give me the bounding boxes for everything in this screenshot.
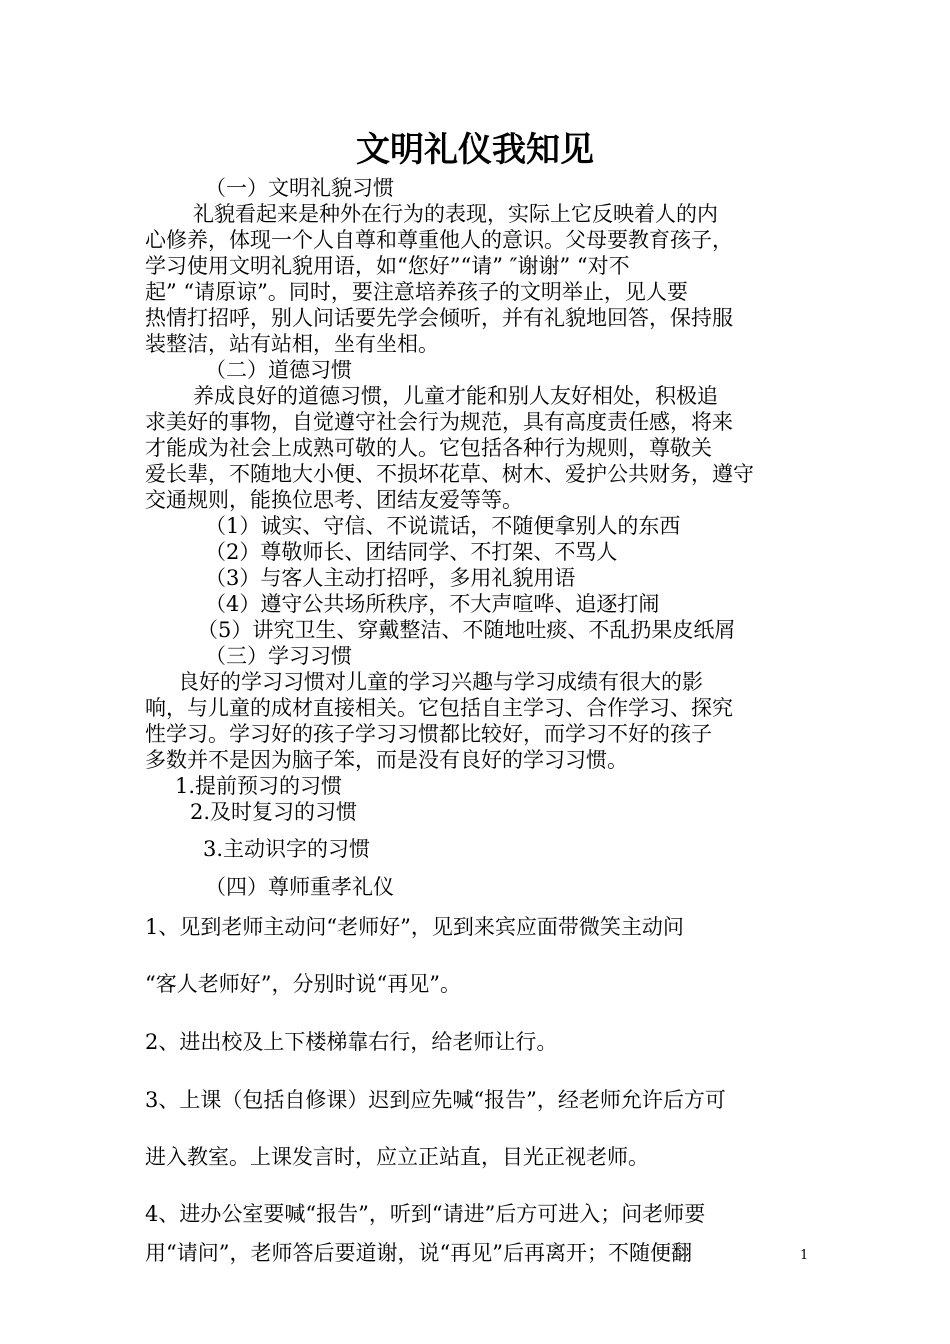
paragraph-line: 2、进出校及上下楼梯靠右行，给老师让行。 (145, 1030, 558, 1054)
paragraph-line: 多数并不是因为脑子笨，而是没有良好的学习习惯。 (145, 748, 628, 772)
paragraph-line: 用“请问”，老师答后要道谢，说“再见”后再离开；不随便翻 (145, 1241, 692, 1265)
paragraph-line: 装整洁，站有站相，坐有坐相。 (145, 332, 439, 356)
list-item: （1）诚实、守信、不说谎话，不随便拿别人的东西 (205, 514, 681, 538)
section-heading-3: （三）学习习惯 (205, 644, 352, 668)
paragraph-line: 心修养，体现一个人自尊和尊重他人的意识。父母要教育孩子， (145, 228, 733, 252)
list-item: 3.主动识字的习惯 (203, 837, 371, 861)
paragraph-line: 1、见到老师主动问“老师好”，见到来宾应面带微笑主动问 (145, 915, 684, 939)
paragraph-line: 4、进办公室要喊“报告”，听到“请进”后方可进入；问老师要 (145, 1202, 706, 1226)
paragraph-line: 性学习。学习好的孩子学习习惯都比较好，而学习不好的孩子 (145, 722, 712, 746)
page-number: 1 (800, 1248, 809, 1263)
paragraph-line: 交通规则，能换位思考、团结友爱等等。 (145, 488, 523, 512)
paragraph-line: 才能成为社会上成熟可敬的人。它包括各种行为规则，尊敬关 (145, 436, 712, 460)
section-heading-1: （一）文明礼貌习惯 (205, 176, 394, 200)
paragraph-line: 求美好的事物，自觉遵守社会行为规范，具有高度责任感，将来 (145, 410, 733, 434)
section-heading-2: （二）道德习惯 (205, 358, 352, 382)
paragraph-line: 良好的学习习惯对儿童的学习兴趣与学习成绩有很大的影 (178, 670, 703, 694)
paragraph-line: 响，与儿童的成材直接相关。它包括自主学习、合作学习、探究 (145, 696, 733, 720)
list-item: 1.提前预习的习惯 (175, 774, 343, 798)
list-item: （4）遵守公共场所秩序，不大声喧哗、追逐打闹 (205, 592, 660, 616)
paragraph-line: 礼貌看起来是种外在行为的表现，实际上它反映着人的内 (193, 202, 718, 226)
paragraph-line: 学习使用文明礼貌用语，如“您好”“请” ″谢谢” “对不 (145, 254, 630, 278)
list-item: （3）与客人主动打招呼，多用礼貌用语 (205, 566, 576, 590)
paragraph-line: 热情打招呼，别人问话要先学会倾听，并有礼貌地回答，保持服 (145, 306, 733, 330)
paragraph-line: 爱长辈，不随地大小便、不损坏花草、树木、爱护公共财务，遵守 (145, 462, 754, 486)
page-title: 文明礼仪我知见 (356, 130, 594, 170)
paragraph-line: “客人老师好”，分别时说“再见”。 (145, 972, 461, 996)
paragraph-line: 3、上课（包括自修课）迟到应先喊“报告”，经老师允许后方可 (145, 1088, 726, 1112)
list-item: （2）尊敬师长、团结同学、不打架、不骂人 (205, 540, 618, 564)
paragraph-line: 起” “请原谅”。同时，要注意培养孩子的文明举止，见人要 (145, 280, 688, 304)
paragraph-line: 进入教室。上课发言时，应立正站直，目光正视老师。 (145, 1145, 649, 1169)
section-heading-4: （四）尊师重孝礼仪 (205, 875, 394, 899)
paragraph-line: 养成良好的道德习惯，儿童才能和别人友好相处，积极追 (193, 384, 718, 408)
list-item: （5）讲究卫生、穿戴整洁、不随地吐痰、不乱扔果皮纸屑 (197, 618, 736, 642)
list-item: 2.及时复习的习惯 (190, 800, 358, 824)
